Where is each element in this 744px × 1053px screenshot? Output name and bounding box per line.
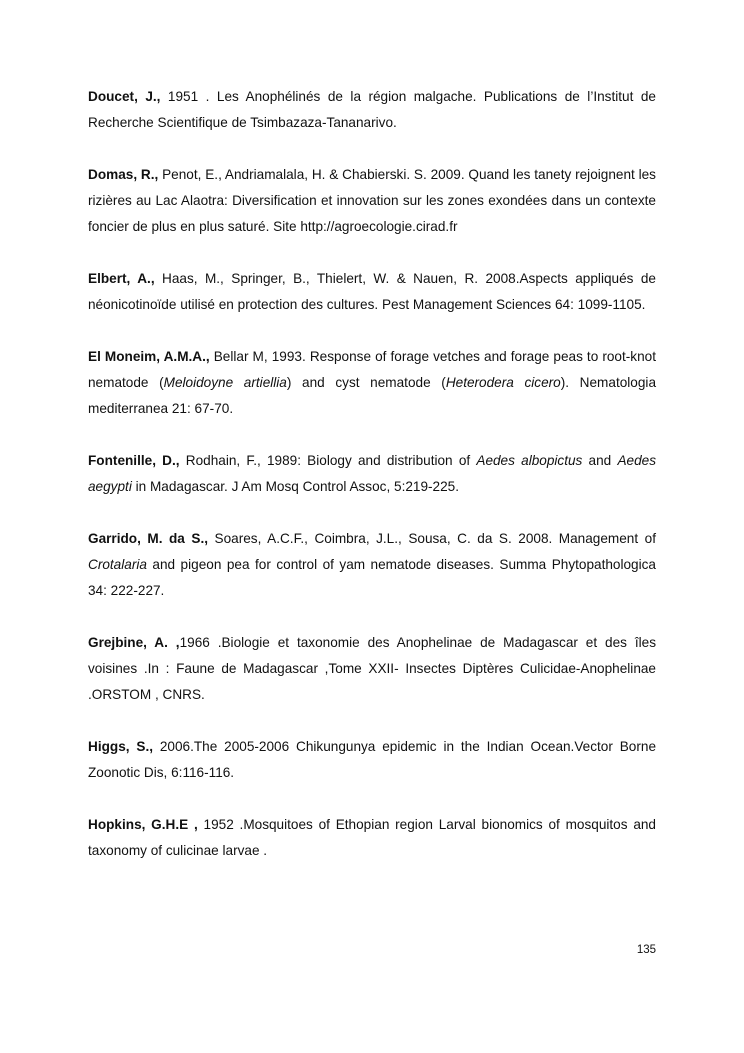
reference-author: Doucet, J., [88,89,161,104]
page-number: 135 [636,944,656,956]
reference-text: 1966 .Biologie et taxonomie des Anophelinae de Madagascar et des îles voisines .In : Faune de Madagascar ,Tome XXII- Insectes Diptères Culicidae-Anophelinae .ORSTOM , CNRS. [88,635,656,702]
reference-species-name: Aedes albopictus [476,453,583,468]
reference-entry [88,734,656,786]
reference-text: Haas, M., Springer, B., Thielert, W. & Nauen, R. 2008.Aspects appliqués de néonicotinoïde utilisé en protection des cultures. Pest Management Sciences 64: 1099-1105. [88,271,656,312]
reference-entry [88,162,656,240]
reference-author: Fontenille, D., [88,453,180,468]
reference-entry [88,630,656,708]
reference-text: Rodhain, F., 1989: Biology and distribution of [179,453,477,468]
reference-text: and [582,453,618,468]
reference-text: 1951 . Les Anophélinés de la région malgache. Publications de l’Institut de Recherche Scientifique de Tsimbazaza-Tananarivo. [88,89,656,130]
reference-text: in Madagascar. J Am Mosq Control Assoc, 5:219-225. [131,479,460,494]
reference-author: Domas, R., [88,167,159,182]
reference-text: 1952 .Mosquitoes of Ethopian region Larval bionomics of mosquitos and taxonomy of culicinae larvae . [88,817,656,858]
reference-text: Penot, E., Andriamalala, H. & Chabierski. S. 2009. Quand les tanety rejoignent les rizières au Lac Alaotra: Diversification et innovation sur les zones exondées dans un contexte foncier de plus en plus saturé. Site http://agroecologie.cirad.fr [88,167,656,234]
reference-entry [88,84,656,136]
reference-species-name: Heterodera cicero [445,375,561,390]
reference-text: Soares, A.C.F., Coimbra, J.L., Sousa, C. da S. 2008. Management of [208,531,656,546]
reference-author: Grejbine, A. , [88,635,180,650]
reference-text: ) and cyst nematode ( [286,375,446,390]
reference-author: Hopkins, G.H.E , [88,817,198,832]
reference-author: Garrido, M. da S., [88,531,209,546]
reference-entry [88,812,656,864]
reference-species-name: Meloidoyne artiellia [163,375,287,390]
reference-entry [88,526,656,604]
reference-list [88,84,656,890]
reference-entry [88,344,656,422]
reference-text: ). Nematologia mediterranea 21: 67-70. [88,375,656,416]
reference-entry [88,448,656,500]
reference-author: Elbert, A., [88,271,155,286]
reference-text: Bellar M, 1993. Response of forage vetches and forage peas to root-knot nematode ( [88,349,656,390]
reference-text: 2006.The 2005-2006 Chikungunya epidemic in the Indian Ocean.Vector Borne Zoonotic Dis, 6:116-116. [88,739,656,780]
reference-entry [88,266,656,318]
reference-author: Higgs, S., [88,739,154,754]
reference-author: El Moneim, A.M.A., [88,349,210,364]
reference-text: and pigeon pea for control of yam nematode diseases. Summa Phytopathologica 34: 222-227. [88,557,656,598]
reference-species-name: Aedes aegypti [88,453,656,494]
reference-species-name: Crotalaria [88,557,147,572]
